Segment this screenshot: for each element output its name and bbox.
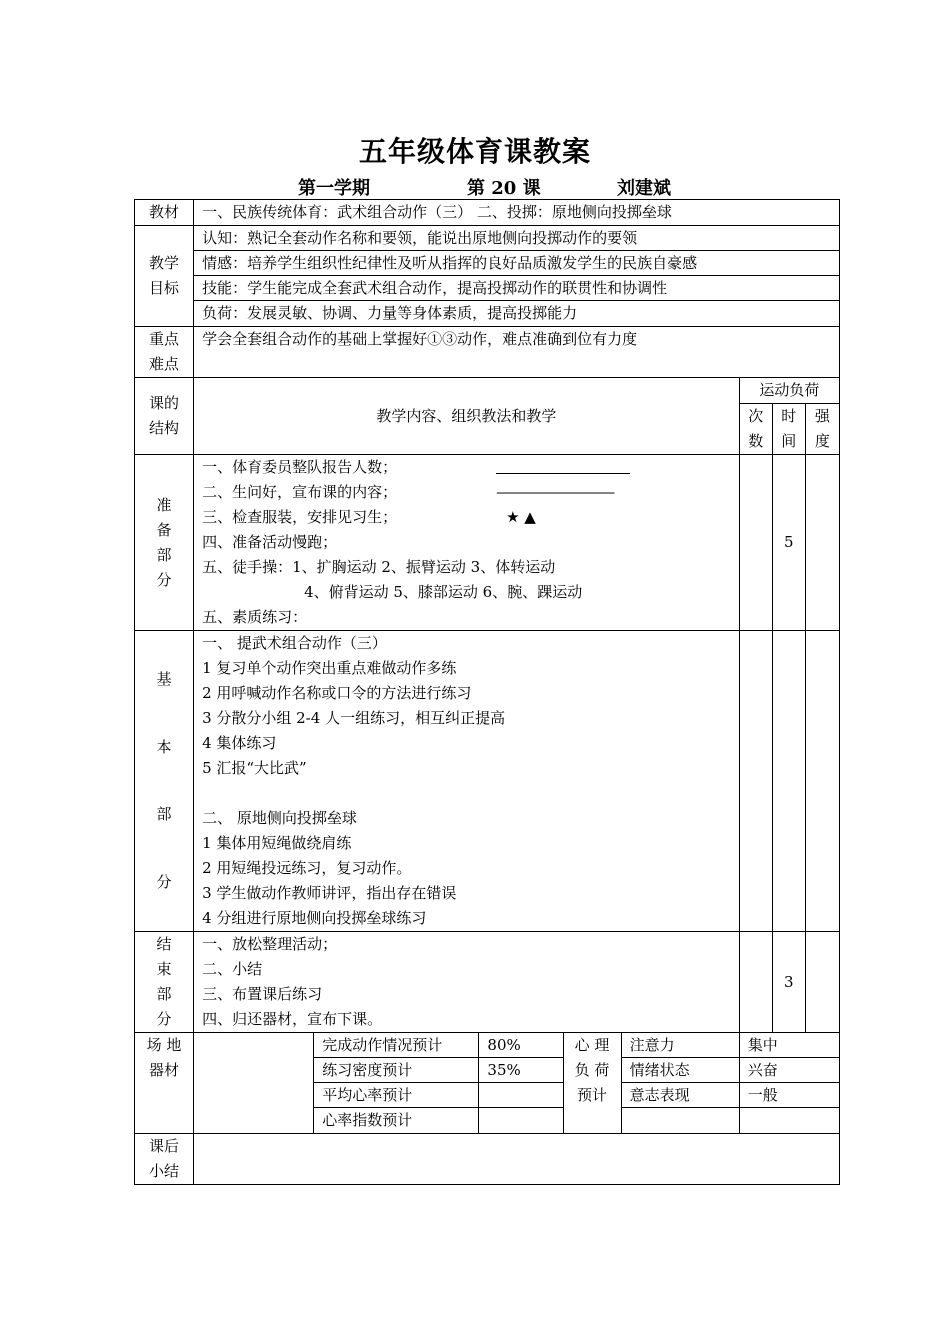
basic-label: 基 本 部 分 (135, 631, 194, 932)
load-header: 运动负荷 (739, 378, 839, 404)
psych-names: 注意力 情绪状态 意志表现 (621, 1033, 739, 1134)
goal-emotion: 情感：培养学生组织性纪律性及听从指挥的良好品质激发学生的民族自豪感 (194, 251, 839, 276)
goals-list (194, 226, 840, 327)
semester-label: 第一学期 (298, 178, 370, 199)
basic-line (202, 781, 739, 806)
basic-intensity (805, 631, 839, 932)
end-count (739, 932, 772, 1033)
prep-line-7: 五、素质练习： (202, 608, 308, 626)
prep-time: 5 (772, 455, 805, 631)
goal-skill: 技能：学生能完成全套武术组合动作，提高投掷动作的联贯性和协调性 (194, 276, 839, 301)
end-label: 结 束 部 分 (135, 932, 194, 1033)
time-header: 时 间 (772, 404, 805, 455)
prep-line-4: 四、准备活动慢跑； (202, 533, 338, 551)
basic-line: 一、 提武术组合动作（三） (202, 634, 387, 652)
prep-label: 准 备 部 分 (135, 455, 194, 631)
psych-values: 集中 兴奋 一般 (739, 1033, 839, 1134)
prediction-values: 80% 35% (479, 1033, 563, 1134)
structure-label: 课的 结构 (135, 378, 194, 455)
basic-line: 2 用短绳投远练习，复习动作。 (202, 859, 412, 877)
basic-line: 4 分组进行原地侧向投掷垒球练习 (202, 909, 427, 927)
summary-value (194, 1134, 840, 1185)
end-line: 二、小结 (202, 960, 263, 978)
basic-line: 3 分散分小组 2-4 人一组练习，相互纠正提高 (202, 709, 506, 727)
venue-equipment (194, 1033, 314, 1134)
end-time: 3 (772, 932, 805, 1033)
goals-label: 教学 目标 (135, 226, 194, 327)
basic-line: 4 集体练习 (202, 734, 277, 752)
prediction-names: 完成动作情况预计 练习密度预计 平均心率预计 心率指数预计 (314, 1033, 479, 1134)
prep-line-5: 五、徒手操：1、扩胸运动 2、振臂运动 3、体转运动 (202, 558, 556, 576)
goal-load: 负荷：发展灵敏、协调、力量等身体素质，提高投掷能力 (202, 304, 578, 322)
prep-count (739, 455, 772, 631)
venue-label: 场 地 器材 (135, 1033, 194, 1134)
prep-line-1: 一、体育委员整队报告人数； (202, 455, 739, 480)
key-points-label: 重点 难点 (135, 327, 194, 378)
basic-time (772, 631, 805, 932)
end-content (194, 932, 740, 1033)
prep-line-2: 二、生问好，宣布课的内容； ————————— (202, 483, 614, 501)
basic-line: 二、 原地侧向投掷垒球 (202, 809, 357, 827)
basic-line: 1 复习单个动作突出重点难做动作多练 (202, 659, 457, 677)
lesson-plan-table (134, 199, 840, 1185)
basic-line: 2 用呼喊动作名称或口令的方法进行练习 (202, 684, 472, 702)
material-value: 一、民族传统体育：武术组合动作（三） 二、投掷：原地侧向投掷垒球 (194, 200, 840, 226)
prep-line-6: 4、俯背运动 5、膝部运动 6、腕、踝运动 (304, 583, 583, 601)
basic-count (739, 631, 772, 932)
key-points-value: 学会全套组合动作的基础上掌握好①③动作，难点准确到位有力度 (194, 327, 840, 378)
count-header: 次 数 (739, 404, 772, 455)
content-header: 教学内容、组织教法和教学 (194, 378, 740, 455)
end-line: 四、归还器材，宣布下课。 (202, 1010, 383, 1028)
basic-line: 1 集体用短绳做绕肩练 (202, 834, 352, 852)
summary-label: 课后 小结 (135, 1134, 194, 1185)
basic-content (194, 631, 740, 932)
psych-label: 心 理 负 荷 预计 (563, 1033, 621, 1134)
intensity-header: 强 度 (805, 404, 839, 455)
prep-intensity (805, 455, 839, 631)
material-label: 教材 (135, 200, 194, 226)
end-line: 三、布置课后练习 (202, 985, 323, 1003)
goal-cognition: 认知：熟记全套动作名称和要领，能说出原地侧向投掷动作的要领 (194, 226, 839, 251)
basic-line: 3 学生做动作教师讲评，指出存在错误 (202, 884, 457, 902)
end-intensity (805, 932, 839, 1033)
lesson-number: 第 20 课 (467, 178, 541, 199)
prep-line-3: 三、检查服装，安排见习生； ★ ▲ (202, 505, 739, 530)
basic-line: 5 汇报“大比武” (202, 759, 307, 777)
page-title: 五年级体育课教案 (358, 135, 591, 168)
prep-content (194, 455, 740, 631)
teacher-name: 刘建斌 (617, 178, 671, 199)
subtitle (0, 174, 950, 200)
end-line: 一、放松整理活动； (202, 935, 338, 953)
star-triangle-icons: ★ ▲ (506, 508, 536, 526)
